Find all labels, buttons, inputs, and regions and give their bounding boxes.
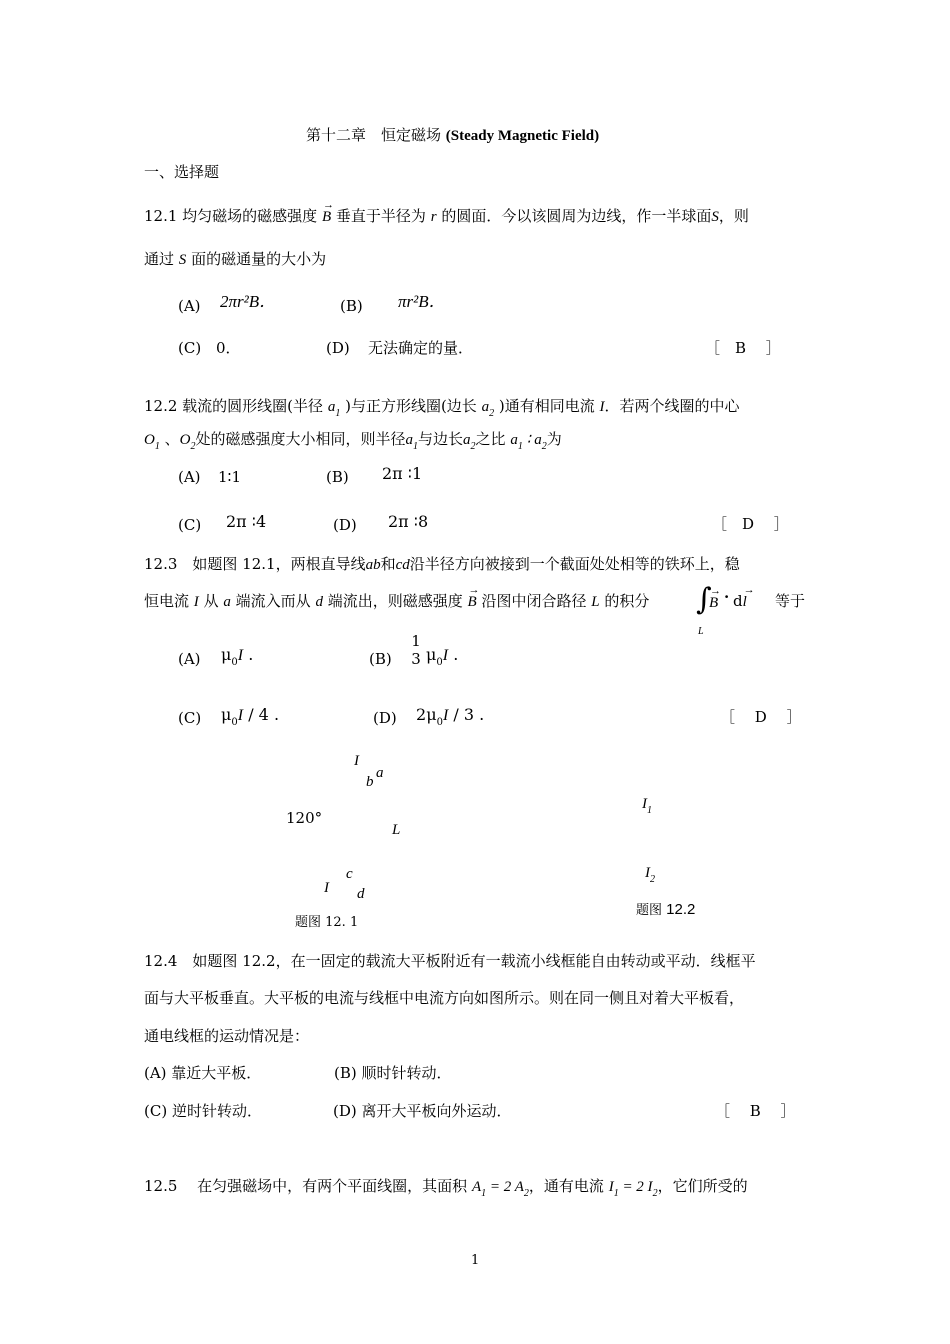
symbol-l: L [591,594,600,610]
q2-text-i: 为 [546,430,562,448]
q2-text-d: ．若两个线圈的中心 [604,397,740,415]
integral-dl: d→ l [733,592,747,611]
q3-text-b: 和 [380,555,396,573]
fig2-caption-num: 12.2 [666,901,696,918]
q3-text-h: 沿图中闭合路径 [481,592,587,610]
fig2-i2-sub: 2 [650,874,655,885]
q2-text-c: )通有相同电流 [498,397,595,415]
integral-b-vector: → B [709,594,718,612]
q3-line2 [144,592,649,611]
q2-optD-label: (D) [333,516,357,534]
q2-optB: 2π ∶1 [382,464,423,483]
page-number: 1 [471,1253,480,1268]
fig1-label-i-bottom: I [324,880,329,896]
fig1-label-i-top: I [354,753,359,769]
q1-optA: 2πr²B． [220,292,277,311]
symbol-o1: $O_1$ [144,432,160,452]
symbol-ratio: $a_1$ ∶ $a_2$ [510,432,547,452]
q4-optD: (D) 离开大平板向外运动． [333,1102,512,1120]
symbol-i: I [193,594,199,610]
q5-text-c: ，它们所受的 [657,1177,748,1195]
q1-line2 [144,250,326,269]
fig1-label-a: a [376,765,384,781]
q3-text-e: 从 [203,592,219,610]
q2-line1 [144,397,740,418]
symbol-a2: $a_2$ [481,399,495,419]
fig2-i2-text: I [645,865,650,881]
q1-answer: ［ B ］ [705,339,781,357]
q1-text-a: 12.1 均匀磁场的磁感强度 [144,207,318,225]
fig1-label-d: d [357,886,365,902]
q2-text-g: 与边长 [418,430,464,448]
q2-text-f: 处的磁感强度大小相同，则半径 [195,430,406,448]
vector-b-symbol: → B [322,208,331,226]
q2-text-h: 之比 [475,430,506,448]
q2-optB-label: (B) [326,468,349,486]
q3-answer: ［ D ］ [720,708,802,726]
q3-optD: $2\mu_0I / 3$ . [416,705,485,728]
q3-text-f: 端流入而从 [235,592,311,610]
fig2-caption-cn: 题图 [636,903,663,918]
fig2-label-i2 [645,864,655,884]
q3-optC-label: (C) [178,709,202,727]
symbol-ab: ab [365,557,381,573]
q2-optC: 2π ∶4 [226,512,267,531]
chapter-title [306,126,599,145]
q2-optA-label: (A) [178,468,201,486]
vector-b-symbol: → B [468,593,477,611]
fig2-label-i1 [642,795,652,815]
symbol-s: S [711,209,719,225]
q3-text-d: 恒电流 [144,592,190,610]
q2-answer: ［ D ］ [712,515,789,533]
q3-optC: $\mu_0I / 4$ . [221,705,280,728]
symbol-a1: $a_1$ [405,432,418,452]
q5-line1 [144,1177,748,1198]
fig1-label-b: b [366,774,374,790]
q5-text-a: 12.5 在匀强磁场中，有两个平面线圈，其面积 [144,1177,468,1195]
q1-optC-label: (C) [178,339,202,357]
q3-text-c: 沿半径方向被接到一个截面处处相等的铁环上，稳 [409,555,740,573]
symbol-s: S [178,252,187,268]
q3-text-g: 端流出，则磁感强度 [327,592,463,610]
fig2-caption [636,901,695,920]
q4-optA: (A) 靠近大平板． [144,1064,262,1082]
symbol-a1: $a_1$ [327,399,341,419]
symbol-r: r [430,209,437,225]
q3-text-equals: 等于 [775,592,806,610]
q3-line1 [144,555,740,574]
fig1-label-l: L [392,822,401,838]
formula-area: $A_1 = 2$ $A_2$ [471,1179,529,1199]
integral-symbol: ∫ [696,582,712,617]
q2-line2 [144,430,562,451]
q1-optB-label: (B) [340,297,363,315]
symbol-a: a [223,594,231,610]
fig1-label-c: c [346,866,353,882]
q3-optB-label: (B) [369,650,392,668]
q2-text-a: 12.2 载流的圆形线圈(半径 [144,397,324,415]
q1-text-d: ，则 [718,207,749,225]
integral-subscript-l: L [698,626,704,637]
chapter-title-cn: 第十二章 恒定磁场 [306,126,442,144]
q2-text-e: 、 [164,430,180,448]
q1-text-e: 通过 [144,250,175,268]
fig2-i1-text: I [642,796,647,812]
q1-line1 [144,207,749,226]
q4-optC: (C) 逆时针转动． [144,1102,262,1120]
integral-dot: · [724,588,730,606]
q1-optB: πr²B． [398,292,446,311]
q2-optC-label: (C) [178,516,202,534]
symbol-cd: cd [395,557,410,573]
formula-current: $I_1 = 2$ $I_2$ [608,1179,658,1199]
q2-optD: 2π ∶8 [388,512,429,531]
symbol-o2: $O_2$ [179,432,196,452]
q1-optA-label: (A) [178,297,201,315]
q4-line2: 面与大平板垂直。大平板的电流与线框中电流方向如图所示。则在同一侧且对着大平板看， [144,989,745,1007]
symbol-d: d [315,594,323,610]
q4-line3: 通电线框的运动情况是： [144,1027,310,1045]
q4-line1: 12.4 如题图 12.2，在一固定的载流大平板附近有一载流小线框能自由转动或平动．线框平 [144,952,756,970]
q3-optA: $\mu_0I$ . [221,645,254,668]
q4-answer: ［ B ］ [715,1102,796,1120]
fig1-caption: 题图 12. 1 [295,915,359,930]
fig1-label-angle: 120° [286,809,323,827]
q4-optB: (B) 顺时针转动． [334,1064,452,1082]
q3-optB: $\mu_0I$ . [426,645,459,668]
q3-optB-fraction: 1 3 [411,632,421,668]
section-heading: 一、选择题 [144,163,220,181]
symbol-i: I [599,399,605,415]
q5-text-b: ，通有电流 [528,1177,604,1195]
q3-text-i: 的积分 [604,592,650,610]
q2-optA: 1∶1 [218,468,241,486]
fig2-i1-sub: 1 [647,805,652,816]
chapter-title-en: (Steady Magnetic Field) [445,128,600,144]
q1-optD: 无法确定的量． [368,339,474,357]
q3-optA-label: (A) [178,650,201,668]
q1-text-b: 垂直于半径为 [335,207,426,225]
q1-text-f: 面的磁通量的大小为 [191,250,327,268]
symbol-a2: $a_2$ [463,432,476,452]
q3-optD-label: (D) [373,709,397,727]
q1-optD-label: (D) [326,339,350,357]
q3-text-a: 12.3 如题图 12.1，两根直导线 [144,555,366,573]
q1-optC: 0． [216,339,241,357]
q1-text-c: 的圆面．今以该圆周为边线，作一半球面 [441,207,712,225]
q2-text-b: )与正方形线圈(边长 [345,397,477,415]
